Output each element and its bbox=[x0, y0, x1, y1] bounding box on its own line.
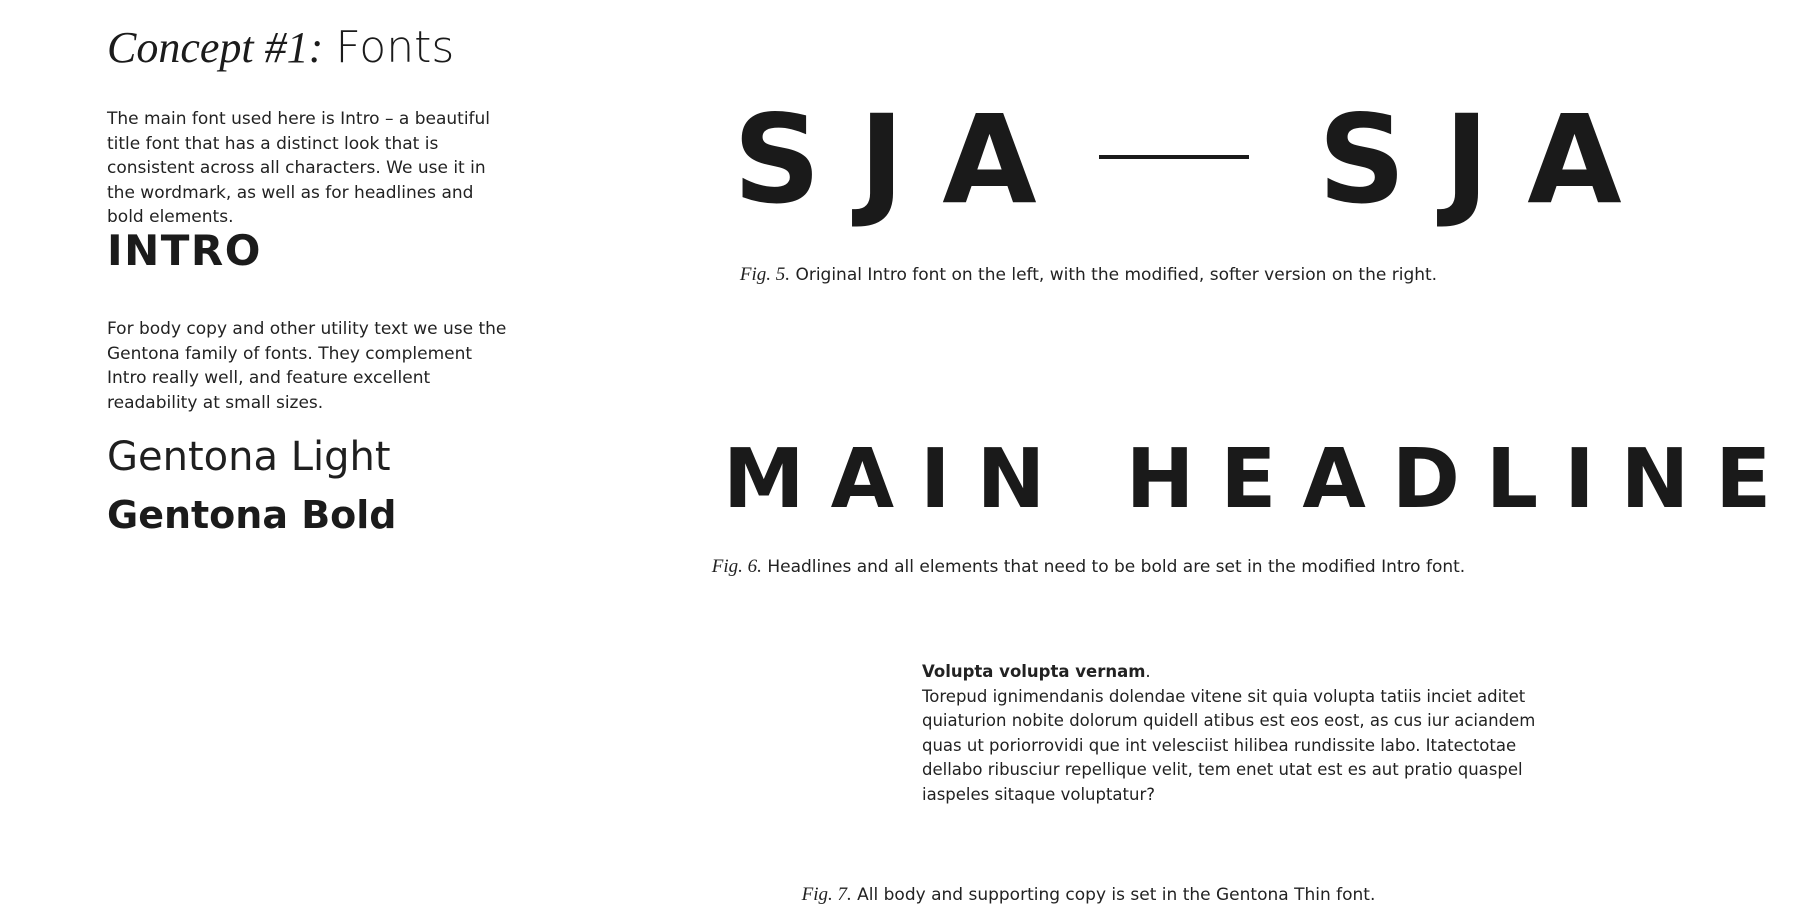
figure-7-caption bbox=[0, 883, 1807, 907]
figure-6-label: Fig. 6. bbox=[711, 556, 762, 577]
figure-5-caption bbox=[0, 263, 1807, 287]
sja-original-sample: SJA bbox=[733, 89, 1075, 231]
intro-description: The main font used here is Intro – a beautiful title font that has a distinct look that is consistent across all characters. We use it in the wordmark, as well as for headlines and bold elements. bbox=[107, 109, 491, 227]
title-topic: Fonts bbox=[335, 22, 455, 73]
headline-sample: MAIN HEADLINE bbox=[723, 432, 1798, 527]
title-concept-label: Concept #1: bbox=[107, 23, 324, 72]
page-title bbox=[107, 20, 454, 76]
gentona-bold-sample: Gentona Bold bbox=[107, 493, 397, 537]
gentona-description: For body copy and other utility text we use the Gentona family of fonts. They complement Intro really well, and feature excellent readability at small sizes. bbox=[107, 319, 507, 413]
gentona-light-sample: Gentona Light bbox=[107, 434, 391, 480]
body-copy-lead: Volupta volupta vernam bbox=[922, 662, 1146, 681]
figure-6-caption bbox=[0, 555, 1807, 579]
figure-7-label: Fig. 7. bbox=[801, 884, 852, 905]
figure-7-text: All body and supporting copy is set in the Gentona Thin font. bbox=[857, 885, 1376, 905]
figure-6-text: Headlines and all elements that need to be bold are set in the modified Intro font. bbox=[767, 557, 1466, 577]
figure-5-text: Original Intro font on the left, with the modified, softer version on the right. bbox=[795, 265, 1438, 285]
intro-font-sample: INTRO bbox=[107, 226, 262, 275]
sja-modified-sample: SJA bbox=[1318, 89, 1660, 231]
figure-5-label: Fig. 5. bbox=[739, 264, 791, 285]
body-copy-text: Torepud ignimendanis dolendae vitene sit quia volupta tatiis inciet aditet quiaturion nobite dolorum quidell atibus est eos eost, as cus iur aciandem quas ut poriorrovidi que int velesciist hilibea rundissite labo. Itatectotae dellabo ribusciur repellique velit, tem enet utat est es aut pratio quaspel iaspeles sitaque voluptatur? bbox=[922, 686, 1536, 804]
comparison-divider bbox=[1099, 155, 1249, 159]
body-copy-sample bbox=[922, 660, 1542, 807]
body-copy-lead-punct: . bbox=[1145, 662, 1151, 681]
